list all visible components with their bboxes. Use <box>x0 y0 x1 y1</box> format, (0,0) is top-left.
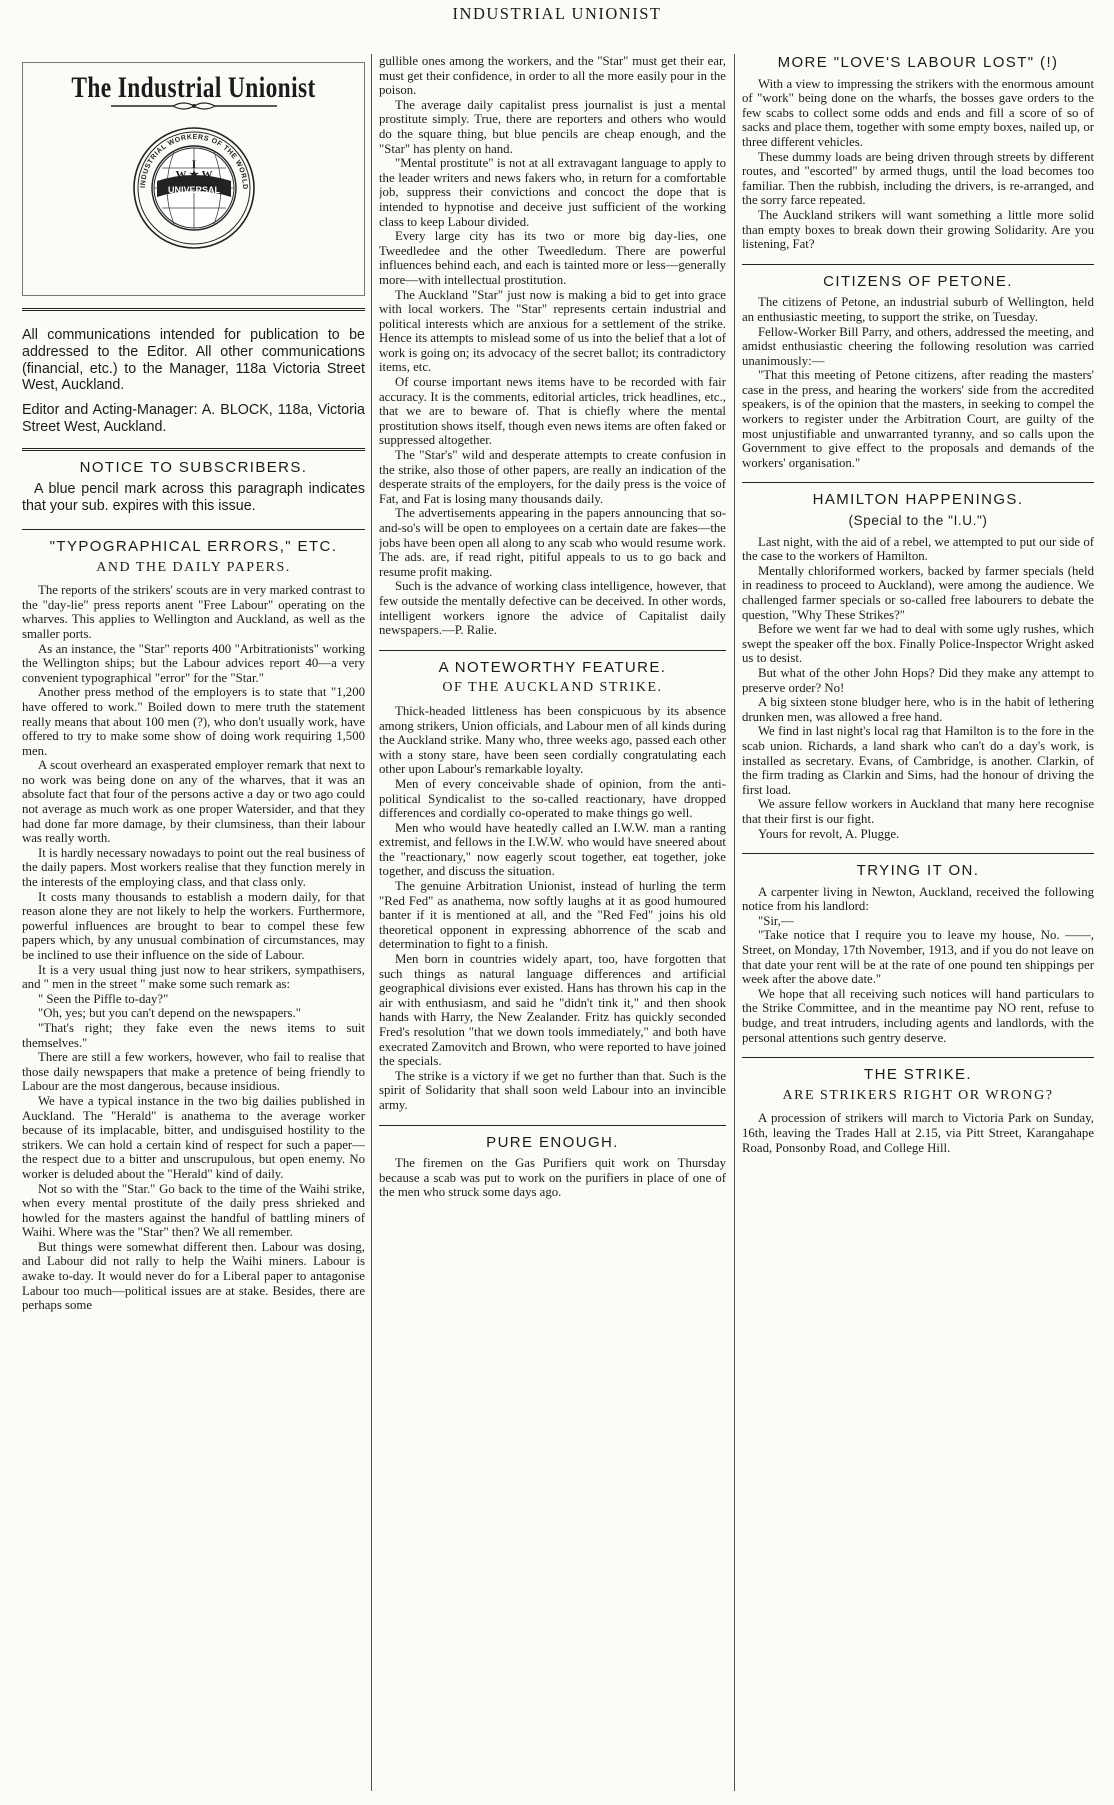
notice-heading: NOTICE TO SUBSCRIBERS. <box>79 458 308 476</box>
loves-heading: MORE "LOVE'S LABOUR LOST" (!) <box>777 54 1059 71</box>
typo-article <box>22 583 365 1313</box>
pure-heading: PURE ENOUGH. <box>486 1133 619 1151</box>
editor-text: Editor and Acting-Manager: A. BLOCK, 118a, Victoria Street West, Auckland. <box>22 402 365 435</box>
paragraph: The reports of the strikers' scouts are in very marked contrast to the "day-lie" press reports anent "Free Labour" operating on the wharves. This applies to Wellington and Auckland, as well as the smaller ports. <box>22 583 365 641</box>
paragraph: Last night, with the aid of a rebel, we attempted to put our side of the case to the workers of Hamilton. <box>742 534 1094 564</box>
emblem-top-text: I <box>191 156 196 171</box>
paragraph: The genuine Arbitration Unionist, instead of hurling the term "Red Fed" as anathema, now softly laughs at it as good humoured banter if it is mentioned at all, and the "Red Fed" joins his old theoretical opponent in expressing abhorrence of the scab and determination to fight to a finish. <box>379 879 726 952</box>
paragraph: With a view to impressing the strikers with the enormous amount of "work" being done on the wharfs, the bosses gave orders to the few scabs to collect some odds and ends and fill a score of so of sacks and place them, together with some empty boxes, nailed up, or three different vehicles. <box>742 76 1094 149</box>
paragraph: "Take notice that I require you to leave my house, No. ——, Street, on Monday, 17th November, 1913, and if you do not leave on that date your rent will be at the rate of one pound ten shippings per week after the above date." <box>742 928 1094 987</box>
divider <box>22 529 365 530</box>
emblem-middle-text: W ★ W <box>175 168 212 181</box>
paragraph: Such is the advance of working class intelligence, however, that few outside the mentally defective can be deceived. In other words, intelligent workers ignore the advice of Capitalist daily newspapers.—P. Ralie. <box>379 579 726 638</box>
loves-article <box>742 77 1094 252</box>
paragraph: Another press method of the employers is to state that "1,200 have offered to work." Boiled down to mere truth the statement really means that about 100 men (?), who don't usually work, have offered to try to make some show of doing work requiring 1,500 men. <box>22 685 365 758</box>
divider <box>379 1125 726 1126</box>
paragraph: There are still a few workers, however, who fail to realise that those daily newspapers that make a pretence of being friendly to Labour are the most dangerous, because insidious. <box>22 1050 365 1094</box>
paragraph: A procession of strikers will march to Victoria Park on Sunday, 16th, leaving the Trades Hall at 2.15, via Pitt Street, Karangahape Road, Ponsonby Road, and College Hill. <box>742 1111 1094 1155</box>
column-3 <box>742 54 1094 1795</box>
masthead <box>22 62 365 296</box>
typo-heading: "TYPOGRAPHICAL ERRORS," ETC. <box>49 537 338 555</box>
pure-article <box>379 1156 726 1200</box>
paragraph: The Auckland strikers will want something a little more solid than empty boxes to break down their growing Solidarity. Are you listening, Fat? <box>742 207 1094 252</box>
running-head: INDUSTRIAL UNIONIST <box>452 4 662 23</box>
paragraph: The strike is a victory if we get no further than that. Such is the spirit of Solidarity that shall soon weld Labour into an invincible army. <box>379 1068 726 1112</box>
paragraph: Not so with the "Star." Go back to the time of the Waihi strike, when every mental prostitute of the daily press shrieked and howled for the masters against the handful of battling miners of Waihi. Where was the "Star" then? We all remember. <box>22 1181 365 1240</box>
paragraph: We find in last night's local rag that Hamilton is to the fore in the scab union. Richards, a land shark who can't do a day's work, is installed as secretary. Evans, of Cambridge, is another. Clarkin, of the firm trading as Clarkin and Sims, had the honour of driving the first load. <box>742 724 1094 797</box>
paragraph: Mentally chloriformed workers, backed by farmer specials (held in readiness to proceed to Auckland), were among the audience. We challenged farmer specials or so-called free labourers to debate the question, "Why These Strikes?" <box>742 563 1094 622</box>
communications-text: All communications intended for publication to be addressed to the Editor. All other communications (financial, etc.) to the Manager, 118a Victoria Street West, Auckland. <box>22 327 365 394</box>
emblem-band-text: UNIVERSAL <box>167 184 220 195</box>
column-rule <box>371 54 372 1791</box>
divider <box>742 1057 1094 1058</box>
paragraph: "That's right; they fake even the news items to suit themselves." <box>22 1020 365 1050</box>
paragraph: But things were somewhat different then. Labour was dosing, and Labour did not rally to help the Waihi miners. Labour is awake to-day. It would never do for a Liberal paper to antagonise Labour too much—political issues are at stake. Besides, there are perhaps some <box>22 1239 365 1313</box>
typo-article-continued <box>379 54 726 638</box>
divider <box>742 853 1094 854</box>
paragraph: Of course important news items have to be recorded with fair accuracy. It is the comments, editorial articles, trick headlines, etc., that we are to beware of. That is chiefly where the mental prostitution shows itself, though even news items are often faked or suppressed altogether. <box>379 375 726 448</box>
paragraph: Fellow-Worker Bill Parry, and others, addressed the meeting, and amidst enthusiastic cheering the following resolution was carried unanimously:— <box>742 324 1094 368</box>
noteworthy-heading: A NOTEWORTHY FEATURE. <box>438 658 667 676</box>
paragraph: The "Star's" wild and desperate attempts to create confusion in the strike, also those of other papers, are really an indication of the desperate straits of the employers, for the daily press is the voice of Fat, and Fat is losing many thousands daily. <box>379 448 726 506</box>
notice-body <box>22 481 365 515</box>
paragraph: A big sixteen stone bludger here, who is in the habit of lethering drunken men, was allowed a free hand. <box>742 695 1094 724</box>
divider <box>742 264 1094 265</box>
paragraph: A scout overheard an exasperated employer remark that next to no work was being done on any of the wharves, that it was an absolute fact that four of the persons active a day or two ago could not average as much work as one proper Watersider, and that they had done far more damage, by their clumsiness, than their labour was really worth. <box>22 758 365 846</box>
paragraph: "Mental prostitute" is not at all extravagant language to apply to the leader writers and news fakers who, in return for a comfortable job, suppress their convictions and concoct the dope that is intended to hypnotise and deceive just sufficient of the working class to keep Labour divided. <box>379 156 726 229</box>
paragraph: The advertisements appearing in the papers announcing that so-and-so's will be open to employees on a certain date are fakes—the jobs have been open all along to any scab who would resume work. The ads. are, if read right, pitiful appeals to us to go back and resume profit making. <box>379 506 726 579</box>
strike-article <box>742 1111 1094 1155</box>
paragraph: It is a very usual thing just now to hear strikers, sympathisers, and " men in the street " make some such remark as: <box>22 962 365 992</box>
petone-heading: CITIZENS OF PETONE. <box>823 272 1013 290</box>
paragraph: As an instance, the "Star" reports 400 "Arbitrationists" working the Wellington ships; but the Labour advices report 40—a very convenient typographical "error" for the "Star." <box>22 641 365 685</box>
paragraph: Every large city has its two or more big day-lies, one Tweedledee and the other Tweedledum. There are powerful influences behind each, and each is tainted more or less—generally more—with intellectual prostitution. <box>379 229 726 287</box>
communications-box <box>22 327 365 436</box>
paragraph: Men of every conceivable shade of opinion, from the anti-political Syndicalist to the so-called reactionary, have dropped differences and cordially co-operated to make things go well. <box>379 776 726 821</box>
masthead-title: The Industrial Unionist <box>71 71 316 104</box>
trying-heading: TRYING IT ON. <box>856 862 980 880</box>
paragraph: "Oh, yes; but you can't depend on the newspapers." <box>38 1006 301 1021</box>
divider <box>22 308 365 311</box>
column-2 <box>379 54 726 1795</box>
column-1 <box>22 54 365 1795</box>
divider <box>742 482 1094 483</box>
typo-subheading: AND THE DAILY PAPERS. <box>96 559 291 575</box>
paragraph: gullible ones among the workers, and the "Star" must get their ear, must get their confidence, in order to all the more easily pour in the poison. <box>379 54 726 98</box>
paragraph: We assure fellow workers in Auckland that many here recognise that their first is our fight. <box>742 797 1094 826</box>
divider <box>379 650 726 651</box>
paragraph: Men born in countries widely apart, too, have forgotten that such things as natural language differences and artificial geographical divisions ever existed. Hans has thrown his cap in the air with enthusiasm, and said he "didn't tink it," and then shook hands with Harry, the New Zealander. Fritz has quickly seconded Fred's resolution "that we down tools immediately," and both have execrated Zamovitch and Brown, who were reported to have joined the specials. <box>379 952 726 1069</box>
paragraph: Thick-headed littleness has been conspicuous by its absence among strikers, Union officials, and Labour men of all kinds during the Auckland strike. Many who, three weeks ago, passed each other with a stony stare, have been seen cordially congratulating each other upon Labour's remarkable loyalty. <box>379 703 726 777</box>
hamilton-article <box>742 535 1094 841</box>
noteworthy-article <box>379 704 726 1113</box>
paragraph: It costs many thousands to establish a modern daily, for that reason alone they are not likely to help the workers. Furthermore, powerful influences are brought to bear to compel these few papers which, by any unusual combination of circumstances, may be inclined to use their influence on the side of Labour. <box>22 889 365 962</box>
paragraph: The Auckland "Star" just now is making a bid to get into grace with local workers. The "Star" represents certain industrial and political interests which are anxious for a settlement of the strike. Hence its attempts to mislead some of us into the belief that a lot of work is going on; its advocacy of the secret ballot; its contradictory items, etc. <box>379 287 726 375</box>
hamilton-heading: HAMILTON HAPPENINGS. <box>812 491 1024 509</box>
paragraph: The average daily capitalist press journalist is just a mental prostitute simply. True, there are reporters and others who would do the square thing, but blue pencils are cheap enough, and the "Star" has plenty on hand. <box>379 97 726 156</box>
paragraph: We hope that all receiving such notices will hand particulars to the Strike Committee, and in the meantime pay NO rent, refuse to budge, and treat intruders, including agents and landlords, with the personal attentions such gentry deserve. <box>742 986 1094 1045</box>
divider <box>22 448 365 451</box>
petone-article <box>742 295 1094 470</box>
paragraph: The firemen on the Gas Purifiers quit work on Thursday because a scab was put to work on the purifiers in place of one of the men who struck some days ago. <box>379 1156 726 1200</box>
strike-subheading: ARE STRIKERS RIGHT OR WRONG? <box>782 1087 1054 1103</box>
noteworthy-subheading: OF THE AUCKLAND STRIKE. <box>442 680 663 696</box>
paragraph: "Sir,— <box>758 913 794 928</box>
paragraph: Men who would have heatedly called an I.W.W. man a ranting extremist, and fellows in the I.W.W. who would have sneered about the "reactionary," now eagerly scout together, eat together, joke together, and discuss the situation. <box>379 820 726 879</box>
paragraph: " Seen the Piffle to-day?" <box>38 991 169 1006</box>
paragraph: These dummy loads are being driven through streets by different routes, and "escorted" by armed thugs, until the load becomes too familiar. Then the rubbish, including the drivers, is re-arranged, and the sorry farce repeated. <box>742 149 1094 208</box>
strike-heading: THE STRIKE. <box>864 1066 972 1084</box>
paragraph: The citizens of Petone, an industrial suburb of Wellington, held an enthusiastic meeting, to support the strike, on Tuesday. <box>742 295 1094 324</box>
trying-article <box>742 885 1094 1046</box>
iww-emblem-icon <box>132 126 256 250</box>
paragraph: Before we went far we had to deal with some ugly rushes, which swept the speaker off the box. Finally Police-Inspector Wright asked us to desist. <box>742 622 1094 666</box>
paragraph: A carpenter living in Newton, Auckland, received the following notice from his landlord: <box>742 884 1094 914</box>
paragraph: Yours for revolt, A. Plugge. <box>758 826 900 841</box>
column-rule <box>734 54 735 1791</box>
paragraph: But what of the other John Hops? Did they make any attempt to preserve order? No! <box>742 665 1094 695</box>
notice-text: A blue pencil mark across this paragraph indicates that your sub. expires with this issue. <box>22 481 365 515</box>
emblem-ring-text: INDUSTRIAL WORKERS OF THE WORLD <box>139 133 248 190</box>
paragraph: We have a typical instance in the two big dailies published in Auckland. The "Herald" is anathema to the average worker because of its implacable, bitter, and undisguised hostility to the strikers. We can hold a certain kind of respect for such a paper—the respect due to a bitter and unscrupulous, but open enemy. No worker is deluded about the "Herald" kind of daily. <box>22 1093 365 1181</box>
paragraph: It is hardly necessary nowadays to point out the real business of the daily papers. Most workers realise that they function merely in the interests of the employing class, and that class only. <box>22 845 365 890</box>
hamilton-subheading: (Special to the "I.U.") <box>848 513 988 529</box>
paragraph: "That this meeting of Petone citizens, after reading the masters' case in the press, and hearing the workers' side from the accredited speakers, is of the opinion that the masters, in seeking to compel the workers to register under the Arbitration Court, are guilty of the most unjustifiable and unwarranted tyranny, and so calls upon the Government to give effect to the proposals and demands of the workers' organisation." <box>742 368 1094 470</box>
